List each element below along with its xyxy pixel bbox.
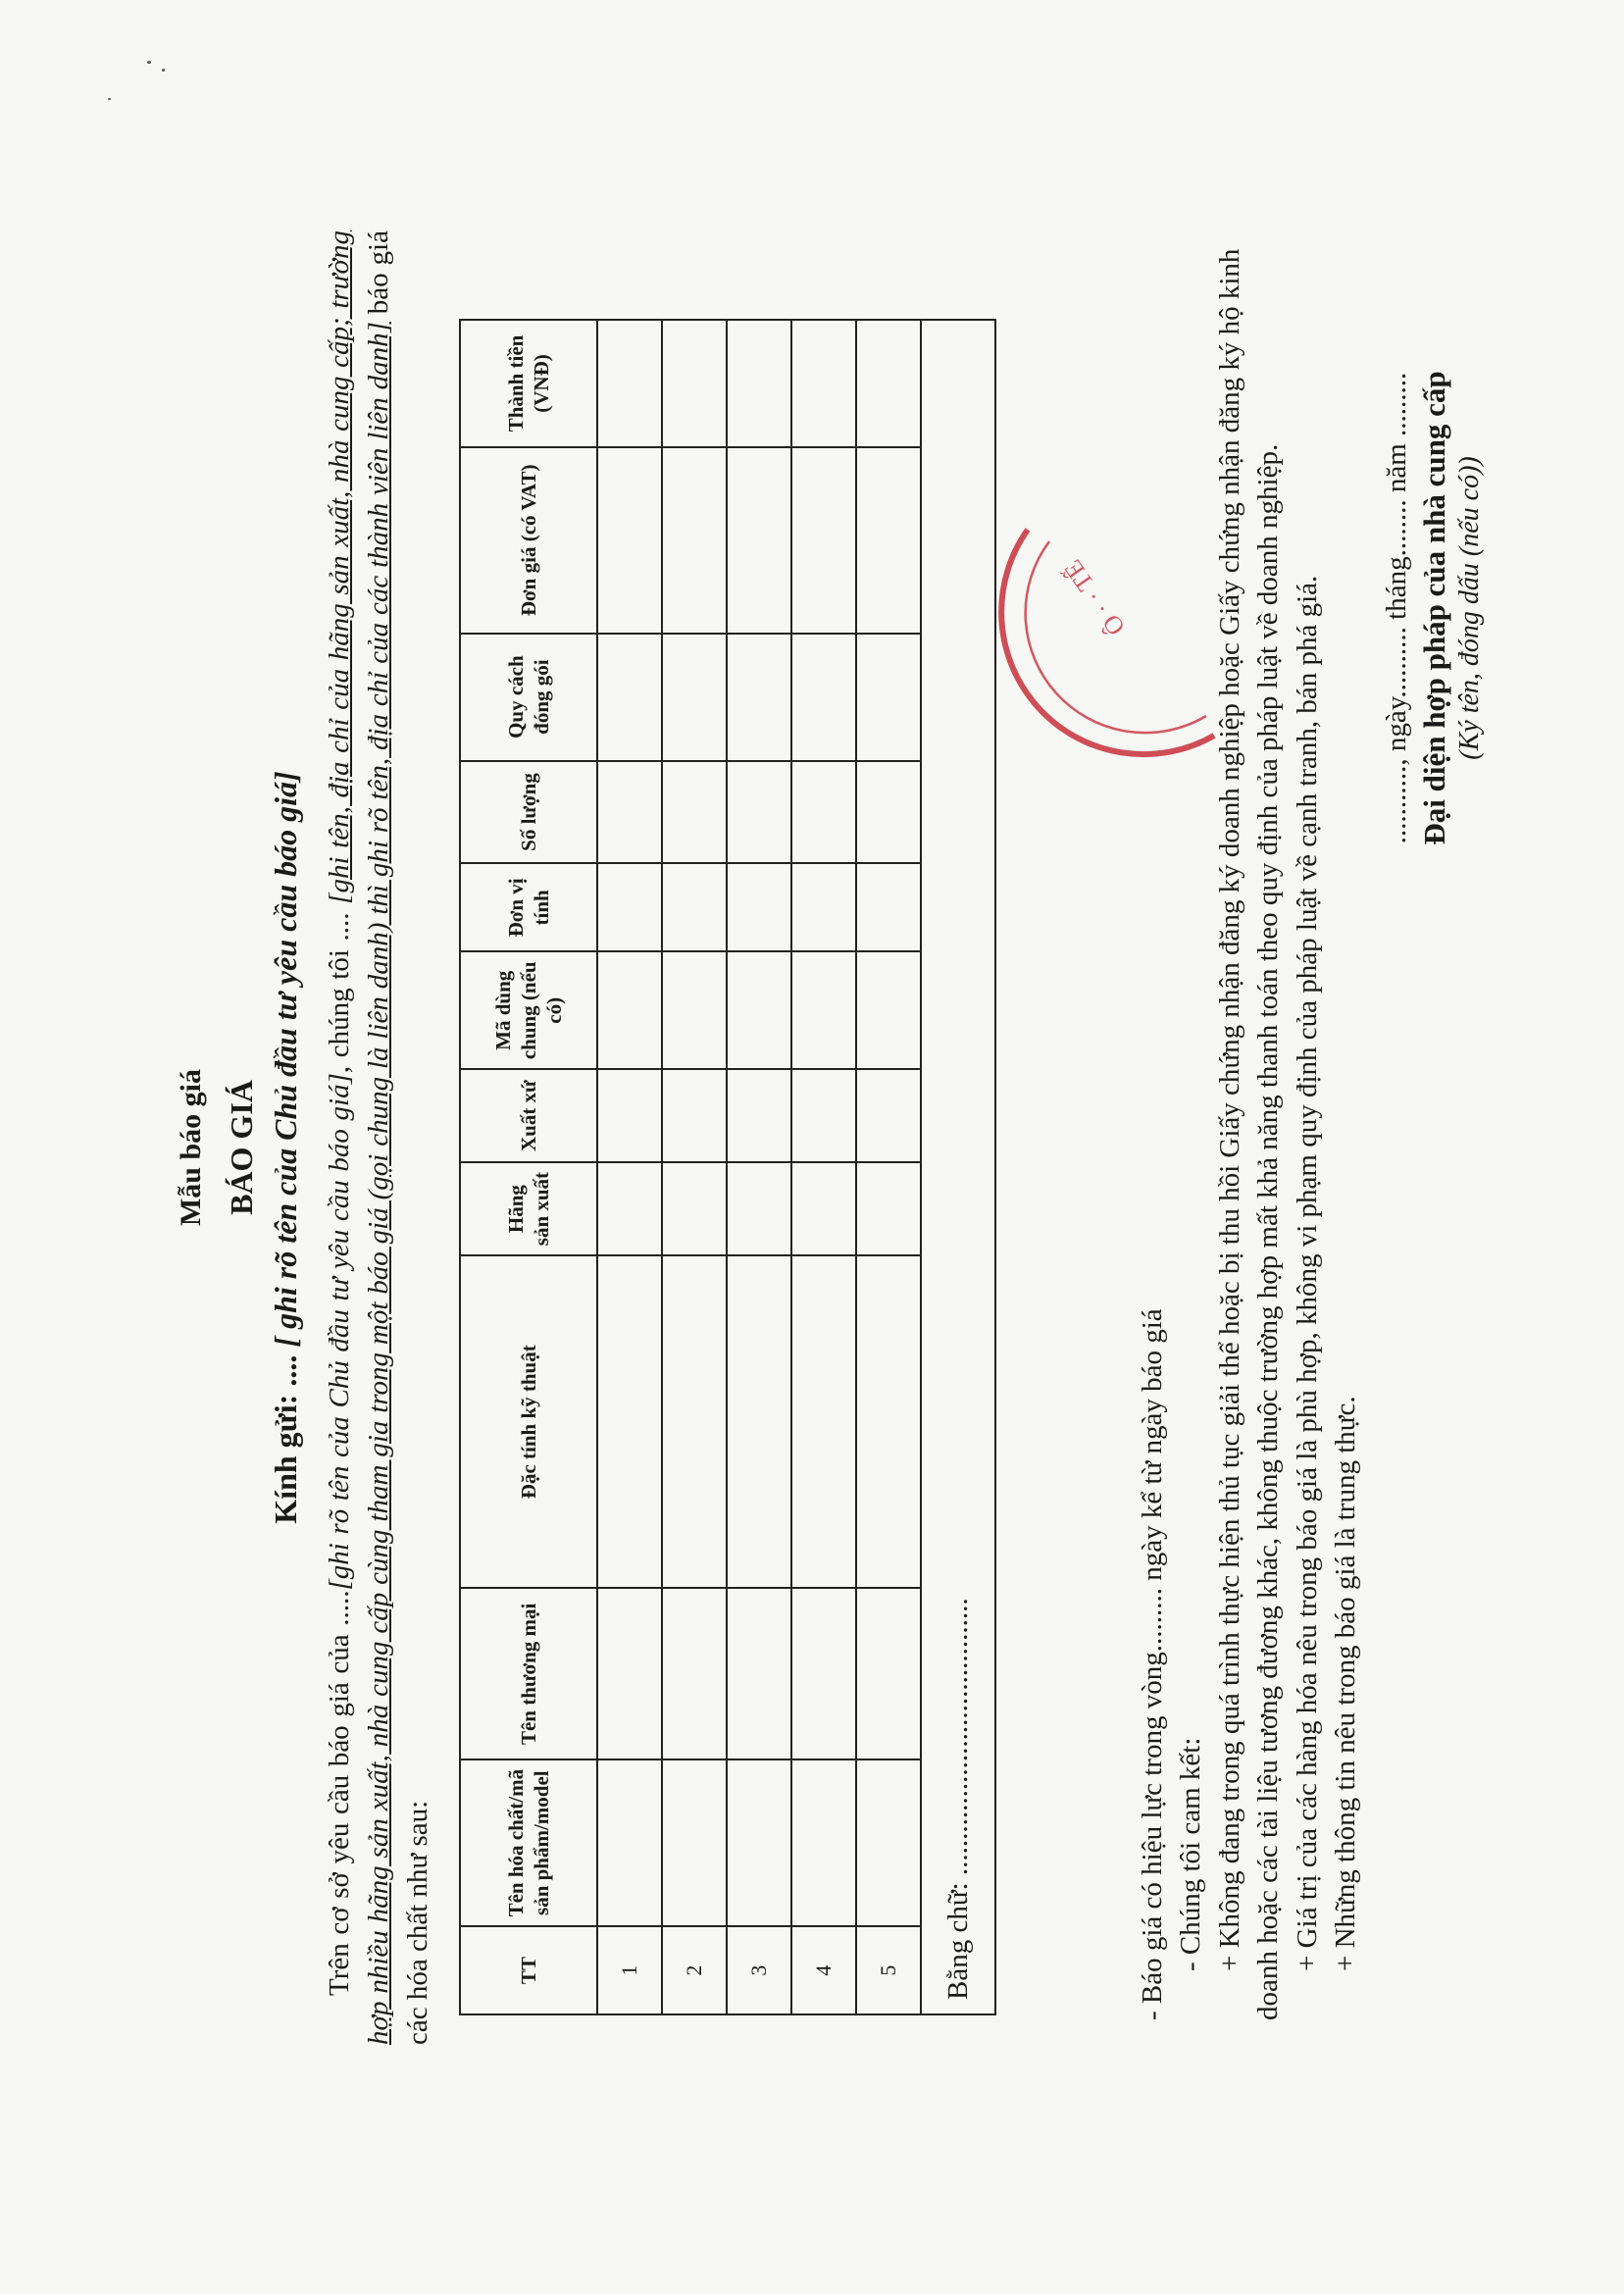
table-cell: [662, 863, 727, 951]
table-cell: [597, 1588, 662, 1759]
table-cell: [791, 1069, 856, 1162]
table-cell: [597, 1069, 662, 1162]
table-cell: [662, 1069, 727, 1162]
table-cell: [856, 951, 921, 1069]
row-number: 1: [597, 1926, 662, 2014]
table-row: [597, 320, 662, 2014]
scan-speck: [147, 61, 151, 64]
table-cell: [727, 1255, 791, 1588]
table-cell: [856, 1255, 921, 1588]
recipient-prefix: Kính gửi: ....: [268, 1354, 303, 1524]
table-cell: [597, 1162, 662, 1255]
red-stamp-icon: [989, 422, 1342, 775]
table-cell: [662, 1162, 727, 1255]
stamp-text: Ô · · TẾ: [1058, 553, 1131, 640]
table-row: [662, 320, 727, 2014]
row-number: 4: [791, 1926, 856, 2014]
table-cell: [727, 1588, 791, 1759]
table-row: [856, 320, 921, 2014]
document-title: BÁO GIÁ: [224, 1079, 259, 1215]
table-cell: [662, 320, 727, 447]
header-manufacturer: Hãng sản xuất: [460, 1162, 597, 1255]
recipient-line: [268, 69, 304, 2226]
row-number: 2: [662, 1926, 727, 2014]
table-cell: [597, 1759, 662, 1926]
table-cell: [791, 951, 856, 1069]
amount-in-words-row: [921, 320, 995, 2014]
table-cell: [791, 320, 856, 447]
table-cell: [662, 1588, 727, 1759]
table-cell: [791, 1759, 856, 1926]
header-quantity: Số lượng: [460, 760, 597, 863]
table-cell: [727, 951, 791, 1069]
table-cell: [856, 633, 921, 760]
header-total: Thành tiền (VNĐ): [460, 320, 597, 447]
row-number: 5: [856, 1926, 921, 2014]
header-unit-price: Đơn giá (có VAT): [460, 446, 597, 633]
table-cell: [791, 446, 856, 633]
validity-line: - Báo giá có hiệu lực trong vòng......... ngày kể từ ngày báo giá: [1137, 1307, 1168, 2020]
commitment-heading: - Chúng tôi cam kết:: [1175, 1737, 1207, 1971]
commitment-item-2: + Giá trị của các hàng hóa nêu trong báo giá là phù hợp, không vi phạm quy định của pháp luật về cạnh tranh, bán phá giá.: [1291, 575, 1323, 1971]
table-cell: [597, 446, 662, 633]
table-cell: [727, 1162, 791, 1255]
commitment-item-1: + Không đang trong quá trình thực hiện thủ tục giải thể hoặc bị thu hồi Giấy chứng nhận đăng ký doanh nghiệp hoặc Giấy chứng nhận đăng ký hộ kinh doanh hoặc các tài liệu tương đương khác, không thuộc trường hợp mất khả năng thanh toán theo quy định của pháp luật về doanh nghiệp.: [1213, 248, 1285, 2020]
table-cell: [791, 1162, 856, 1255]
table-cell: [597, 633, 662, 760]
table-cell: [597, 320, 662, 447]
table-cell: [856, 1069, 921, 1162]
intro-text-2: , chúng tôi ....: [324, 903, 355, 1073]
table-cell: [856, 1759, 921, 1926]
table-cell: [662, 951, 727, 1069]
table-cell: [727, 320, 791, 447]
table-cell: [727, 760, 791, 863]
table-cell: [791, 760, 856, 863]
table-cell: [727, 863, 791, 951]
header-chemical-name: Tên hóa chất/mã sản phẩm/model: [460, 1759, 597, 1926]
row-number: 3: [727, 1926, 791, 2014]
table-cell: [791, 633, 856, 760]
table-cell: [856, 1162, 921, 1255]
table-cell: [662, 446, 727, 633]
header-unit: Đơn vị tính: [460, 863, 597, 951]
table-cell: [791, 1255, 856, 1588]
table-row: [791, 320, 856, 2014]
table-cell: [662, 760, 727, 863]
intro-note-1: [ghi rõ tên của Chủ đầu tư yêu cầu báo giá]: [324, 1072, 355, 1590]
signature-block: [1381, 118, 1486, 1098]
recipient-note: [ ghi rõ tên của Chủ đầu tư yêu cầu báo giá]: [268, 770, 303, 1355]
intro-paragraph: [320, 230, 437, 2045]
table-cell: [856, 1588, 921, 1759]
table-cell: [856, 320, 921, 447]
intro-text-1: Trên cơ sở yêu cầu báo giá của .....: [324, 1590, 355, 1996]
table-cell: [727, 1069, 791, 1162]
signature-title: Đại diện hợp pháp của nhà cung cấp: [1417, 370, 1451, 845]
table-cell: [791, 1588, 856, 1759]
header-specifications: Đặc tính kỹ thuật: [460, 1255, 597, 1588]
commitment-item-3: + Những thông tin nêu trong báo giá là trung thực.: [1330, 1395, 1362, 1971]
header-common-code: Mã dùng chung (nếu có): [460, 951, 597, 1069]
table-cell: [727, 446, 791, 633]
signature-date-line: ..........., ngày.......... tháng........ năm .........: [1381, 372, 1412, 843]
scan-speck: [108, 98, 111, 100]
table-cell: [597, 951, 662, 1069]
table-cell: [856, 863, 921, 951]
table-header-row: [460, 320, 597, 2014]
table-cell: [856, 446, 921, 633]
table-cell: [597, 863, 662, 951]
header-origin: Xuất xứ: [460, 1069, 597, 1162]
quote-table: [459, 319, 996, 2015]
rotated-page: [126, 69, 1498, 2226]
table-row: [727, 320, 791, 2014]
table-cell: [662, 633, 727, 760]
header-tt: TT: [460, 1926, 597, 2014]
table-cell: [662, 1255, 727, 1588]
table-cell: [727, 633, 791, 760]
table-cell: [727, 1759, 791, 1926]
form-label: Mẫu báo giá: [175, 1068, 207, 1226]
table-cell: [856, 760, 921, 863]
signature-note: (Ký tên, đóng dấu (nếu có)): [1454, 455, 1485, 760]
intro-note-2: [ghi tên, địa chỉ của hãng sản xuất, nhà cung cấp; trường hợp nhiều hãng sản xuất, nhà cung cấp cùng tham gia trong một báo giá (gọi chung là liên danh) thì ghi rõ tên, địa chỉ của các thành viên liên danh]: [324, 229, 395, 2045]
header-trade-name: Tên thương mại: [460, 1588, 597, 1759]
table-cell: [662, 1759, 727, 1926]
table-cell: [597, 760, 662, 863]
header-packaging: Quy cách đóng gói: [460, 633, 597, 760]
amount-in-words: Bằng chữ: .......................................: [921, 320, 995, 2014]
intro-text-3: báo giá các hóa chất như sau:: [363, 229, 434, 2045]
table-cell: [597, 1255, 662, 1588]
table-cell: [791, 863, 856, 951]
